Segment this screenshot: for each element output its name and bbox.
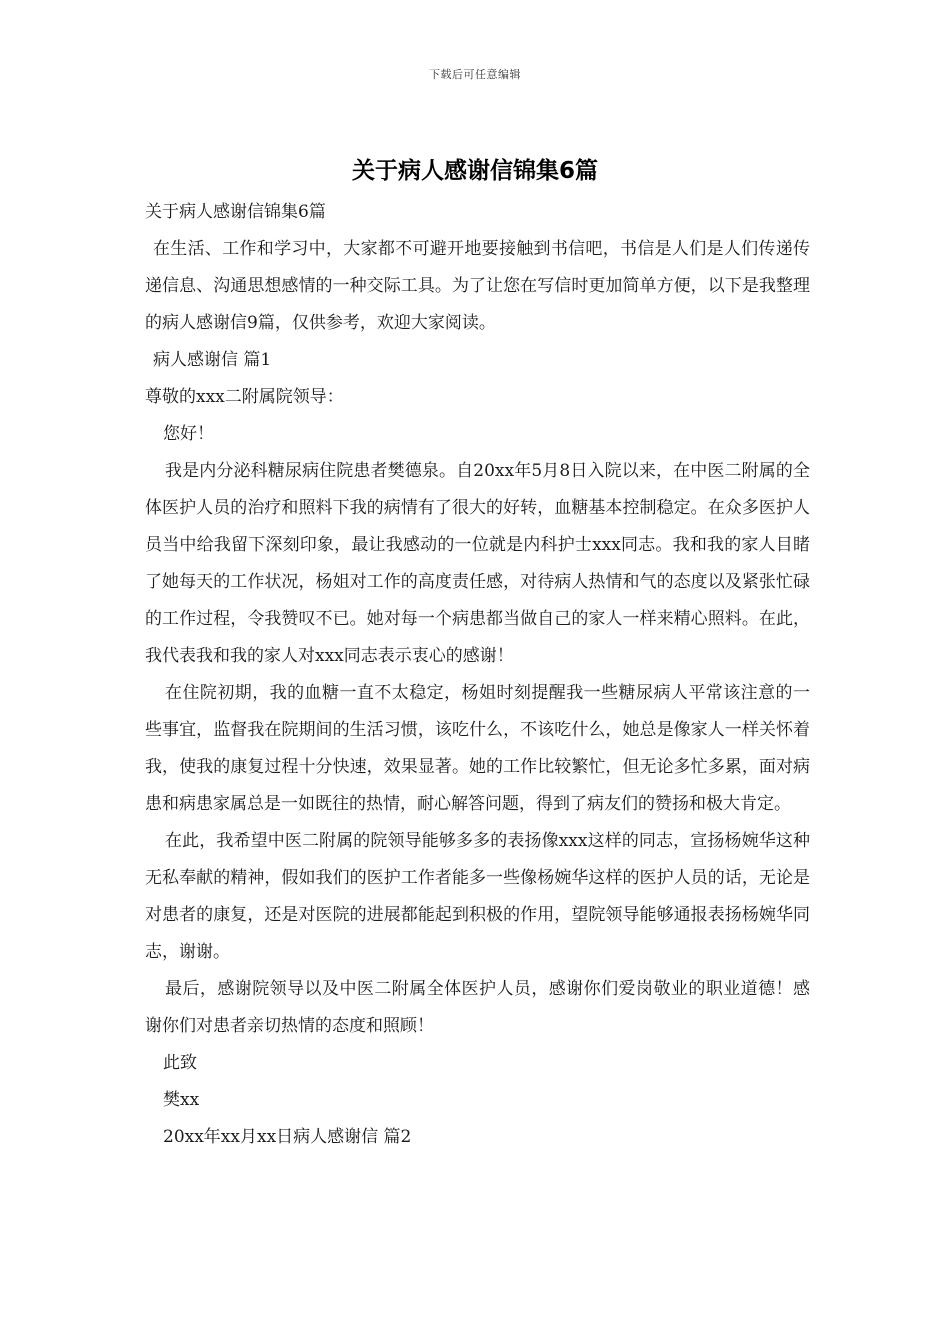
- body-paragraph: 在此，我希望中医二附属的院领导能够多多的表扬像xxx这样的同志，宣扬杨婉华这种无私奉献的精神，假如我们的医护工作者能多一些像杨婉华这样的医护人员的话，无论是对患者的康复，还是对医院的进展都能起到积极的作用，望院领导能够通报表扬杨婉华同志，谢谢。: [145, 831, 810, 962]
- section-heading: 病人感谢信 篇1: [153, 350, 272, 370]
- salutation: 尊敬的xxx二附属院领导：: [145, 387, 344, 407]
- date-and-next-heading: 20xx年xx月xx日病人感谢信 篇2: [163, 1127, 412, 1147]
- body-paragraph: 最后，感谢院领导以及中医二附属全体医护人员，感谢你们爱岗敬业的职业道德！感谢你们对患者亲切热情的态度和照顾！: [145, 979, 810, 1036]
- header-note: 下载后可任意编辑: [429, 68, 521, 81]
- signature: 樊xx: [163, 1090, 200, 1110]
- intro-paragraph: 在生活、工作和学习中，大家都不可避开地要接触到书信吧，书信是人们是人们传递传递信息、沟通思想感情的一种交际工具。为了让您在写信时更加简单方便，以下是我整理的病人感谢信9篇，仅供参考，欢迎大家阅读。: [145, 239, 810, 333]
- greeting: 您好！: [163, 424, 214, 444]
- closing: 此致: [163, 1053, 197, 1073]
- document-title: 关于病人感谢信锦集6篇: [351, 158, 598, 184]
- body-paragraph: 我是内分泌科糖尿病住院患者樊德泉。自20xx年5月8日入院以来，在中医二附属的全体医护人员的治疗和照料下我的病情有了很大的好转，血糖基本控制稳定。在众多医护人员当中给我留下深刻印象，最让我感动的一位就是内科护士xxx同志。我和我的家人目睹了她每天的工作状况，杨姐对工作的高度责任感，对待病人热情和气的态度以及紧张忙碌的工作过程，令我赞叹不已。她对每一个病患都当做自己的家人一样来精心照料。在此，我代表我和我的家人对xxx同志表示衷心的感谢！: [145, 461, 810, 666]
- body-paragraph: 在住院初期，我的血糖一直不太稳定，杨姐时刻提醒我一些糖尿病人平常该注意的一些事宜，监督我在院期间的生活习惯，该吃什么，不该吃什么，她总是像家人一样关怀着我，使我的康复过程十分快速，效果显著。她的工作比较繁忙，但无论多忙多累，面对病患和病患家属总是一如既往的热情，耐心解答问题，得到了病友们的赞扬和极大肯定。: [145, 683, 810, 814]
- subtitle-paragraph: 关于病人感谢信锦集6篇: [145, 202, 326, 222]
- document-body: [145, 194, 810, 1156]
